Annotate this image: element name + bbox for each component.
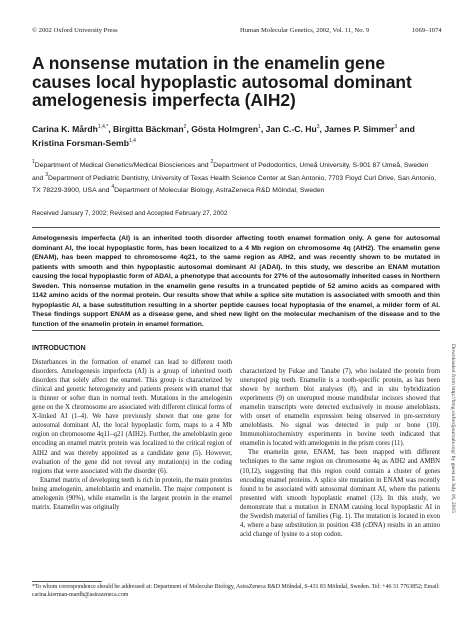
footnote-text: *To whom correspondence should be addressed at: Department of Molecular Biology, AstraZeneca R&D Mölndal, S-431 83 Mölndal, Sweden. Tel: +46 31 7763852; Email: carina.kierman-mardh@astrazeneca.com <box>32 584 440 598</box>
header-copyright: © 2002 Oxford University Press <box>32 27 118 34</box>
affiliation-2: Department of Pedodontics, Umeå University, S-901 87 Umeå, Sweden and <box>32 162 429 182</box>
affiliation-3: Department of Pediatric Dentistry, University of Texas Health Science Center at San Antonio, 7703 Floyd Curl Drive, San Antonio, TX 78229-3900, USA and <box>32 174 437 195</box>
right-column <box>240 367 440 539</box>
paragraph: characterized by Fukae and Tanabe (7), who isolated the protein from unerupted pig teeth. Enamelin is a tooth-specific protein, as has been shown by northern blot analyses (8), and in situ hybridization experiments (9) on unerupted mouse mandibular incisors showed that enamelin transcripts were detected exclusively in mouse ameloblasts, with onset of enamelin expression being observed in pre-secretory ameloblasts. No signal was detected in pulp or bone (10). Immunohistochemistry experiments in bovine teeth indicated that enamelin is located with amelogenin in the prism cores (11). <box>240 368 440 448</box>
author-list: Carina K. Mårdh$^{1,4,*}$, Birgitta Bäckman$^2$, Gösta Holmgren$^1$, Jan C.-C. Hu$^3$, James P. Simmer$^3$ and Kristina Forsman-Semb$^{1,4}$ <box>32 124 415 148</box>
header-pages: 1069–1074 <box>412 27 442 34</box>
section-heading: INTRODUCTION <box>32 345 86 352</box>
author-name: James P. Simmer <box>324 124 395 134</box>
author-affil: 3 <box>316 124 320 130</box>
author-name: Jan C.-C. Hu <box>265 124 317 134</box>
author-affil: 3 <box>394 124 398 130</box>
header-journal: Human Molecular Genetics, 2002, Vol. 11, No. 9 <box>240 27 370 34</box>
paragraph: Enamel matrix of developing teeth is rich in protein, the main proteins being amelogenin, ameloblastin and enamelin. The major component is amelogenin (90%), while enamelin is the largest protein in the enamel matrix. Enamelin was originally <box>32 476 232 511</box>
author-name: Birgitta Bäckman <box>112 124 184 134</box>
footnote-rule <box>32 581 102 582</box>
author-name: Gösta Holmgren <box>191 124 259 134</box>
divider <box>32 227 440 228</box>
download-watermark: Downloaded from http://hmg.oxfordjournals.org/ by guest on July 16, 2015 <box>450 344 456 514</box>
paragraph: Disturbances in the formation of enamel can lead to different tooth disorders. Amelogenesis imperfecta (AI) is a group of inherited tooth disorders that solely affect the enamel. This group is characterized by clinical and genetic heterogeneity and patients present with enamel that is thinner or softer than in normal teeth. Mutations in the amelogenin gene on the X chromosome are associated with different clinical forms of X-linked AI (1–4). We have previously shown that one gene for autosomal dominant AI, the local hypoplastic form, maps to a 4 Mb region on chromosome 4q11–q21 (AIH2). Further, the ameloblastin gene encoding an enamel matrix protein was localized to the critical region of AIH2 and was thereby appointed as a candidate gene (5). However, evaluation of the gene did not reveal any mutation(s) in the coding regions that were associated with the disorder (6). <box>32 359 232 475</box>
affiliations: $^1$Department of Medical Genetics/Medical Biosciences and $^2$Department of Pedodontics, Umeå University, S-901 87 Umeå, Sweden and $^3$Department of Pediatric Dentistry, University of Texas Health Science Center at San Antonio, 7703 Floyd Curl Drive, San Antonio, TX 78229-3900, USA and $^4$Department of Molecular Biology, AstraZeneca R&D Mölndal, Sweden <box>32 159 437 195</box>
author-affil: 1 <box>258 124 261 130</box>
abstract: Amelogenesis imperfecta (AI) is an inherited tooth disorder affecting tooth enamel formation only. A gene for autosomal dominant AI, the local hypoplastic form, has been localized to a 4 Mb region on chromosome 4q (AIH2). The enamelin gene (ENAM), has been mapped to chromosome 4q21, to the same region as AIH2, and was recently shown to be mutated in patients with smooth and thin hypoplastic autosomal dominant AI (ADAI). In this study, we describe an ENAM mutation causing the local hypoplastic form of ADAI, a phenotype that accounts for 27% of the autosomally inherited cases in Northern Sweden. This nonsense mutation in the enamelin gene results in a truncated peptide of 52 amino acids as compared with 1142 amino acids of the normal protein. Our results show that while a splice site mutation is associated with smooth and thin hypoplastic AI, a base substitution resulting in a shorter peptide causes local hypoplasia of the enamel, a milder form of AI. These findings support ENAM as a disease gene, and shed new light on the molecular mechanism of the disease and to the function of the enamelin protein in enamel formation. <box>32 235 440 328</box>
author-affil: 2 <box>183 124 187 130</box>
author-affil: 1,4 <box>128 137 136 144</box>
paper-title: A nonsense mutation in the enamelin gene causes local hypoplastic autosomal dominant amelogenesis imperfecta (AIH2) <box>32 53 412 110</box>
affiliation-4: Department of Molecular Biology, AstraZeneca R&D Mölndal, Sweden <box>114 187 325 195</box>
divider <box>32 330 440 331</box>
received-dates: Received January 7, 2002; Revised and Accepted February 27, 2002 <box>32 210 228 217</box>
intro-column <box>32 344 232 512</box>
author-name: Carina K. Mårdh <box>32 124 98 134</box>
author-affil: 1,4,* <box>97 124 109 130</box>
author-name: Kristina Forsman-Semb <box>32 137 129 148</box>
affiliation-1: Department of Medical Genetics/Medical Biosciences and <box>34 162 209 169</box>
paragraph: The enamelin gene, ENAM, has been mapped with different techniques to the same region on chromosome 4q as AIH2 and AMBN (10,12), suggesting that this region could contain a cluster of genes encoding enamel proteins. A splice site mutation in ENAM was recently found to be associated with autosomal dominant AI, where the patients presented with smooth hypoplastic enamel (13). In this study, we demonstrate that a mutation in ENAM causing local hypoplastic AI in the Swedish material of families (Fig. 1). The mutation is located in exon 4, where a base substitution in position 438 (cDNA) results in an amino acid change of lysine to a stop codon. <box>240 449 440 538</box>
correspondence-footnote <box>32 581 440 599</box>
